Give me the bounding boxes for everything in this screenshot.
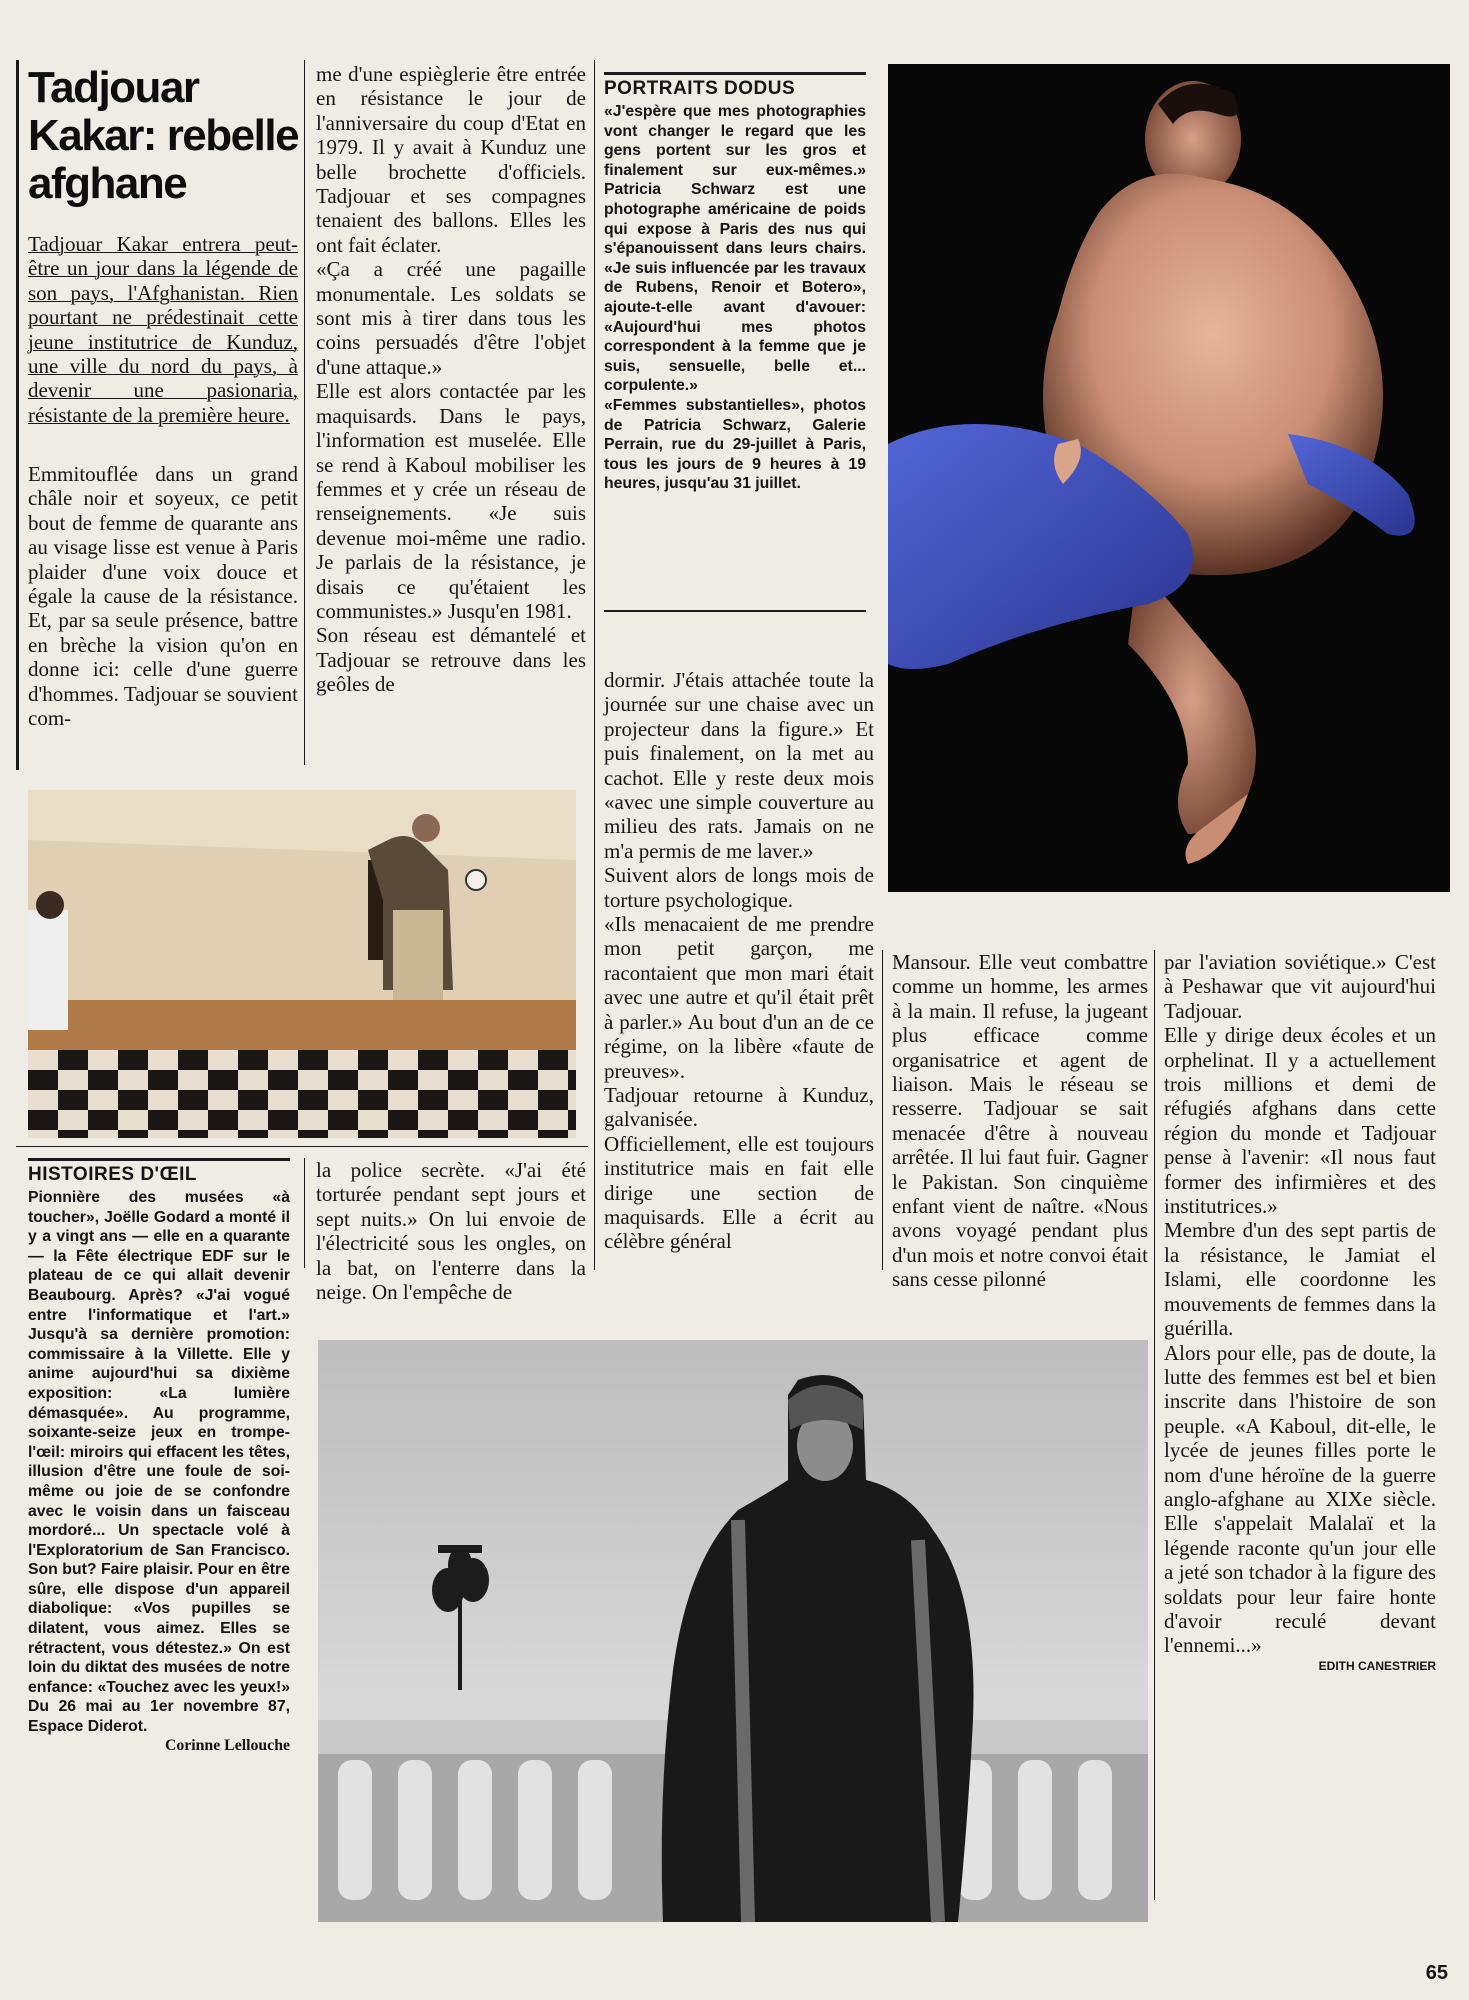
photo-nude-portrait (888, 64, 1450, 892)
nude-figure-illustration (888, 64, 1450, 892)
article-col2 (316, 62, 586, 766)
col-rule-1 (304, 60, 305, 765)
article-intro (28, 232, 298, 462)
title-line-3: afghane (28, 159, 187, 208)
col2-p2: «Ça a créé une pagaille monumentale. Les soldats se sont mis à tirer dans tous les coins persuadés d'être l'objet d'une attaque.» (316, 257, 586, 379)
col2-p4: Son réseau est démantelé et Tadjouar se retrouve dans les geôles de (316, 623, 586, 697)
histoires-kicker: HISTOIRES D'ŒIL (28, 1158, 290, 1185)
tadjouar-portrait-illustration (318, 1340, 1148, 1922)
col4-text: Mansour. Elle veut combattre comme un homme, les armes à la main. Il refuse, la jugeant plus efficace comme organisatrice et agent de liaison. Mais le réseau se resserre. Tadjouar se sait menacée d'être à nouveau arrêtée. Il lui faut fuir. Gagner le Pakistan. Son cinquième enfant vient de naître. «Nous avons voyagé pendant plus d'un mois et notre convoi était sans cesse pilonné (892, 950, 1148, 1292)
portraits-kicker: PORTRAITS DODUS (604, 72, 866, 99)
col3-p4: Tadjouar retourne à Kunduz, galvanisée. (604, 1082, 874, 1132)
col5-p2: Elle y dirige deux écoles et un orphelinat. Il y a actuellement trois millions et demi de réfugiés afghans dans cette région du monde et Tadjouar pense à l'avenir: «Il nous faut former des infirmières et des institutrices.» (1164, 1023, 1436, 1219)
col3-p2: Suivent alors de longs mois de torture psychologique. (604, 863, 874, 912)
col2b-text: la police secrète. «J'ai été torturée pendant sept jours et sept nuits.» On lui envoie de l'électricité sous les ongles, on la bat, on l'enterre dans la neige. On l'empêche de (316, 1158, 586, 1305)
col-rule-5 (1154, 950, 1155, 1900)
title-line-2: Kakar: rebelle (28, 111, 299, 160)
col1-text: Emmitouflée dans un grand châle noir et soyeux, ce petit bout de femme de quarante ans au visage lisse est venue à Paris plaider d'une voix douce et égale la cause de la résistance. Et, par sa seule présence, battre en brèche la vision qu'on en donne ici: celle d'une guerre d'hommes. Tadjouar se souvient com- (28, 462, 298, 731)
photo-illusion-room (28, 790, 576, 1138)
title-line-1: Tadjouar (28, 63, 199, 112)
article-col3 (604, 668, 874, 1268)
histoires-body: Pionnière des musées «à toucher», Joëlle Godard a monté il y a vingt ans — elle en a quarante — la Fête électrique EDF sur le plateau de ce qui allait devenir Beaubourg. Après? «J'ai vogué entre l'informatique et l'art.» Jusqu'à sa dernière promotion: commissaire à la Villette. Elle y anime aujourd'hui sa dixième exposition: «La lumière démasquée». Au programme, soixante-seize jeux en trompe-l'œil: miroirs qui effacent les têtes, illusion d'être une foule de soi-même ou joie de se confondre avec le voisin dans un faisceau mordoré... Un spectacle volé à l'Exploratorium de San Francisco. Son but? Faire plaisir. Pour en être sûre, elle dispose d'un appareil diabolique: «Vos pupilles se dilatent, vous aimez. Elles se rétractent, vous détestez.» On est loin du diktat des musées de notre enfance: «Touchez avec les yeux!» Du 26 mai au 1er novembre 87, Espace Diderot. (28, 1189, 290, 1736)
col2-p3: Elle est alors contactée par les maquisards. Dans le pays, l'information est muselée. Elle se rend à Kaboul mobiliser les femmes et y crée un réseau de renseignements. «Je suis devenue moi-même une radio. Je parlais de la résistance, je disais ce qu'étaient les communistes.» Jusqu'en 1981. (316, 379, 586, 623)
col3-p3: «Ils menacaient de me prendre mon petit garçon, me racontaient que mon mari était avec une autre et qu'il était prêt à parler.» Au bout d'un an de ce régime, on la libère «faute de preuves». (604, 912, 874, 1083)
article-col1 (28, 462, 298, 764)
col-rule-4 (882, 950, 883, 1270)
col5-p1: par l'aviation soviétique.» C'est à Peshawar que vit aujourd'hui Tadjouar. (1164, 950, 1436, 1023)
histoires-author: Corinne Lellouche (164, 1736, 290, 1754)
col5-p4: Alors pour elle, pas de doute, la lutte des femmes est bel et bien inscrite dans l'histoire de son peuple. «A Kaboul, dit-elle, le lycée de jeunes filles porte le nom d'une héroïne de la guerre anglo-afghane au XIXe siècle. Elle s'appelait Malalaï et la légende raconte qu'un jour elle a jeté son tchador à la figure des soldats pour leur faire honte d'avoir reculé devant l'ennemi...» (1164, 1340, 1436, 1658)
col-rule-2 (594, 60, 595, 1270)
illusion-room-illustration (28, 790, 576, 1138)
col3-p5: Officiellement, elle est toujours institutrice mais en fait elle dirige une section de maquisards. Elle a écrit au célèbre général (604, 1131, 874, 1254)
portraits-body: «J'espère que mes photographies vont changer le regard que les gens portent sur les gros et finalement sur eux-mêmes.» Patricia Schwarz est une photographe américaine de poids qui expose à Paris des nus qui s'épanouissent dans leurs chairs. «Je suis influencée par les travaux de Rubens, Renoir et Botero», ajoute-t-elle avant d'avouer: «Aujourd'hui mes photos correspondent à la femme que je suis, sensuelle, belle et... corpulente.» (604, 103, 866, 395)
article-col2b (316, 1158, 586, 1330)
title-left-rule (16, 60, 19, 770)
article-author: EDITH CANESTRIER (1318, 1658, 1436, 1673)
histoires-box (28, 1158, 290, 1966)
article-col4 (892, 950, 1148, 1292)
photo-tadjouar-kakar (318, 1340, 1148, 1922)
col2-p1: me d'une espièglerie être entrée en résistance le jour de l'anniversaire du coup d'Etat en 1979. Il y avait à Kunduz une belle brochette d'officiels. Tadjouar et ses compagnes tenaient des ballons. Elles les ont fait éclater. (316, 62, 586, 257)
page-number: 65 (1425, 1962, 1448, 1984)
portraits-box (604, 72, 866, 612)
intro-text: Tadjouar Kakar entrera peut-être un jour dans la légende de son pays, l'Afghanistan. Rien pourtant ne prédestinait cette jeune institutrice de Kunduz, une ville du nord du pays, à devenir une pasionaria, résistante de la première heure. (28, 232, 298, 427)
col3-p1: dormir. J'étais attachée toute la journée sur une chaise avec un projecteur dans la figure.» Et puis finalement, on la met au cachot. Elle y reste deux mois «avec une simple couverture au milieu des rats. Jamais on ne m'a permis de me laver.» (604, 668, 874, 863)
article-col5 (1164, 950, 1436, 1870)
portraits-info: «Femmes substantielles», photos de Patricia Schwarz, Galerie Perrain, rue du 29-juillet à Paris, tous les jours de 9 heures à 19 heures, jusqu'au 31 juillet. (604, 396, 866, 493)
col-rule-3 (304, 1158, 305, 1268)
photo-bottom-rule (16, 1146, 588, 1147)
col5-p3: Membre d'un des sept partis de la résistance, le Jamiat el Islami, elle coordonne les mouvements de femmes dans la guérilla. (1164, 1218, 1436, 1341)
article-title (28, 64, 308, 219)
